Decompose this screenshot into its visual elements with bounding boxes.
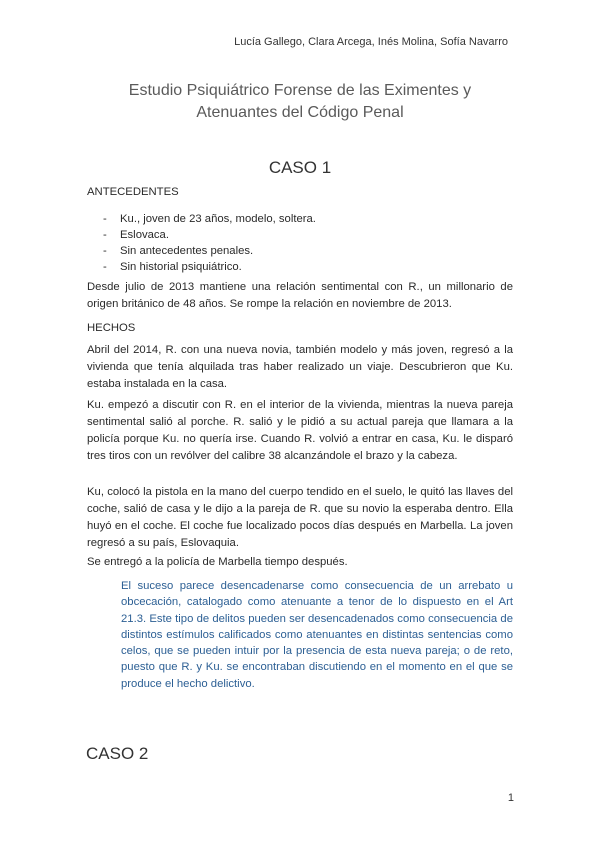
page-number: 1 bbox=[507, 792, 514, 804]
document-title bbox=[0, 80, 600, 124]
list-item bbox=[87, 227, 513, 243]
antecedentes-section bbox=[87, 184, 513, 275]
hechos-paragraph-2 bbox=[87, 397, 513, 465]
list-item bbox=[87, 243, 513, 259]
bullet-text: Sin historial psiquiátrico. bbox=[120, 261, 242, 273]
paragraph-text: Ku. empezó a discutir con R. en el interior de la vivienda, mientras la nueva pareja sentimental salió al porche. R. salió y le pidió a su actual pareja que llamara a la policía porque Ku. no quería irse. Cuando R. volvió a entrar en casa, Ku. le disparó tres tiros con un revólver del calibre 38 alcanzándole el brazo y la cabeza. bbox=[87, 399, 513, 462]
bullet-text: Eslovaca. bbox=[120, 229, 169, 241]
bullet-marker: - bbox=[103, 229, 107, 241]
paragraph-text: Ku, colocó la pistola en la mano del cuerpo tendido en el suelo, le quitó las llaves del coche, salió de casa y le dijo a la pareja de R. que su novio la esperaba dentro. Ella huyó en el coche. El coche fue localizado pocos días después en Marbella. La joven regresó a su país, Eslovaquia. bbox=[87, 486, 513, 549]
list-item bbox=[87, 211, 513, 227]
paragraph-text: Se entregó a la policía de Marbella tiempo después. bbox=[87, 556, 348, 568]
bullet-text: Sin antecedentes penales. bbox=[120, 245, 254, 257]
antecedentes-list bbox=[87, 211, 513, 275]
paragraph-text: Abril del 2014, R. con una nueva novia, también modelo y más joven, regresó a la vivienda que tenía alquilada tras haber realizado un viaje. Descubrieron que Ku. estaba instalada en la casa. bbox=[87, 344, 513, 390]
caso2-heading: CASO 2 bbox=[86, 744, 149, 763]
bullet-marker: - bbox=[103, 213, 107, 225]
list-item bbox=[87, 259, 513, 275]
hechos-paragraph-3 bbox=[87, 484, 513, 552]
bullet-marker: - bbox=[103, 245, 107, 257]
bullet-marker: - bbox=[103, 261, 107, 273]
relacion-paragraph bbox=[87, 279, 513, 313]
document-title-line-2: Atenuantes del Código Penal bbox=[196, 104, 404, 121]
document-title-line-1: Estudio Psiquiátrico Forense de las Eximentes y bbox=[128, 82, 472, 99]
hechos-label: HECHOS bbox=[87, 322, 136, 334]
header-authors: Lucía Gallego, Clara Arcega, Inés Molina, Sofía Navarro bbox=[234, 36, 508, 48]
antecedentes-label: ANTECEDENTES bbox=[87, 186, 179, 198]
paragraph-text: Desde julio de 2013 mantiene una relación sentimental con R., un millonario de origen británico de 48 años. Se rompe la relación en noviembre de 2013. bbox=[87, 281, 513, 310]
bullet-text: Ku., joven de 23 años, modelo, soltera. bbox=[120, 213, 316, 225]
caso1-heading: CASO 1 bbox=[268, 158, 332, 177]
hechos-paragraph-1 bbox=[87, 342, 513, 393]
analysis-paragraph: El suceso parece desencadenarse como consecuencia de un arrebato u obcecación, catalogado como atenuante a tenor de lo dispuesto en el Art 21.3. Este tipo de delitos pueden ser desencadenados como consecuencia de distintos estímulos calificados como atenuantes en distintas sentencias como celos, que se pueden intuir por la presencia de esta nueva pareja; o de reto, puesto que R. y Ku. se encontraban discutiendo en el momento en el que se produce el hecho delictivo. bbox=[121, 580, 513, 690]
hechos-paragraph-4 bbox=[87, 554, 513, 571]
